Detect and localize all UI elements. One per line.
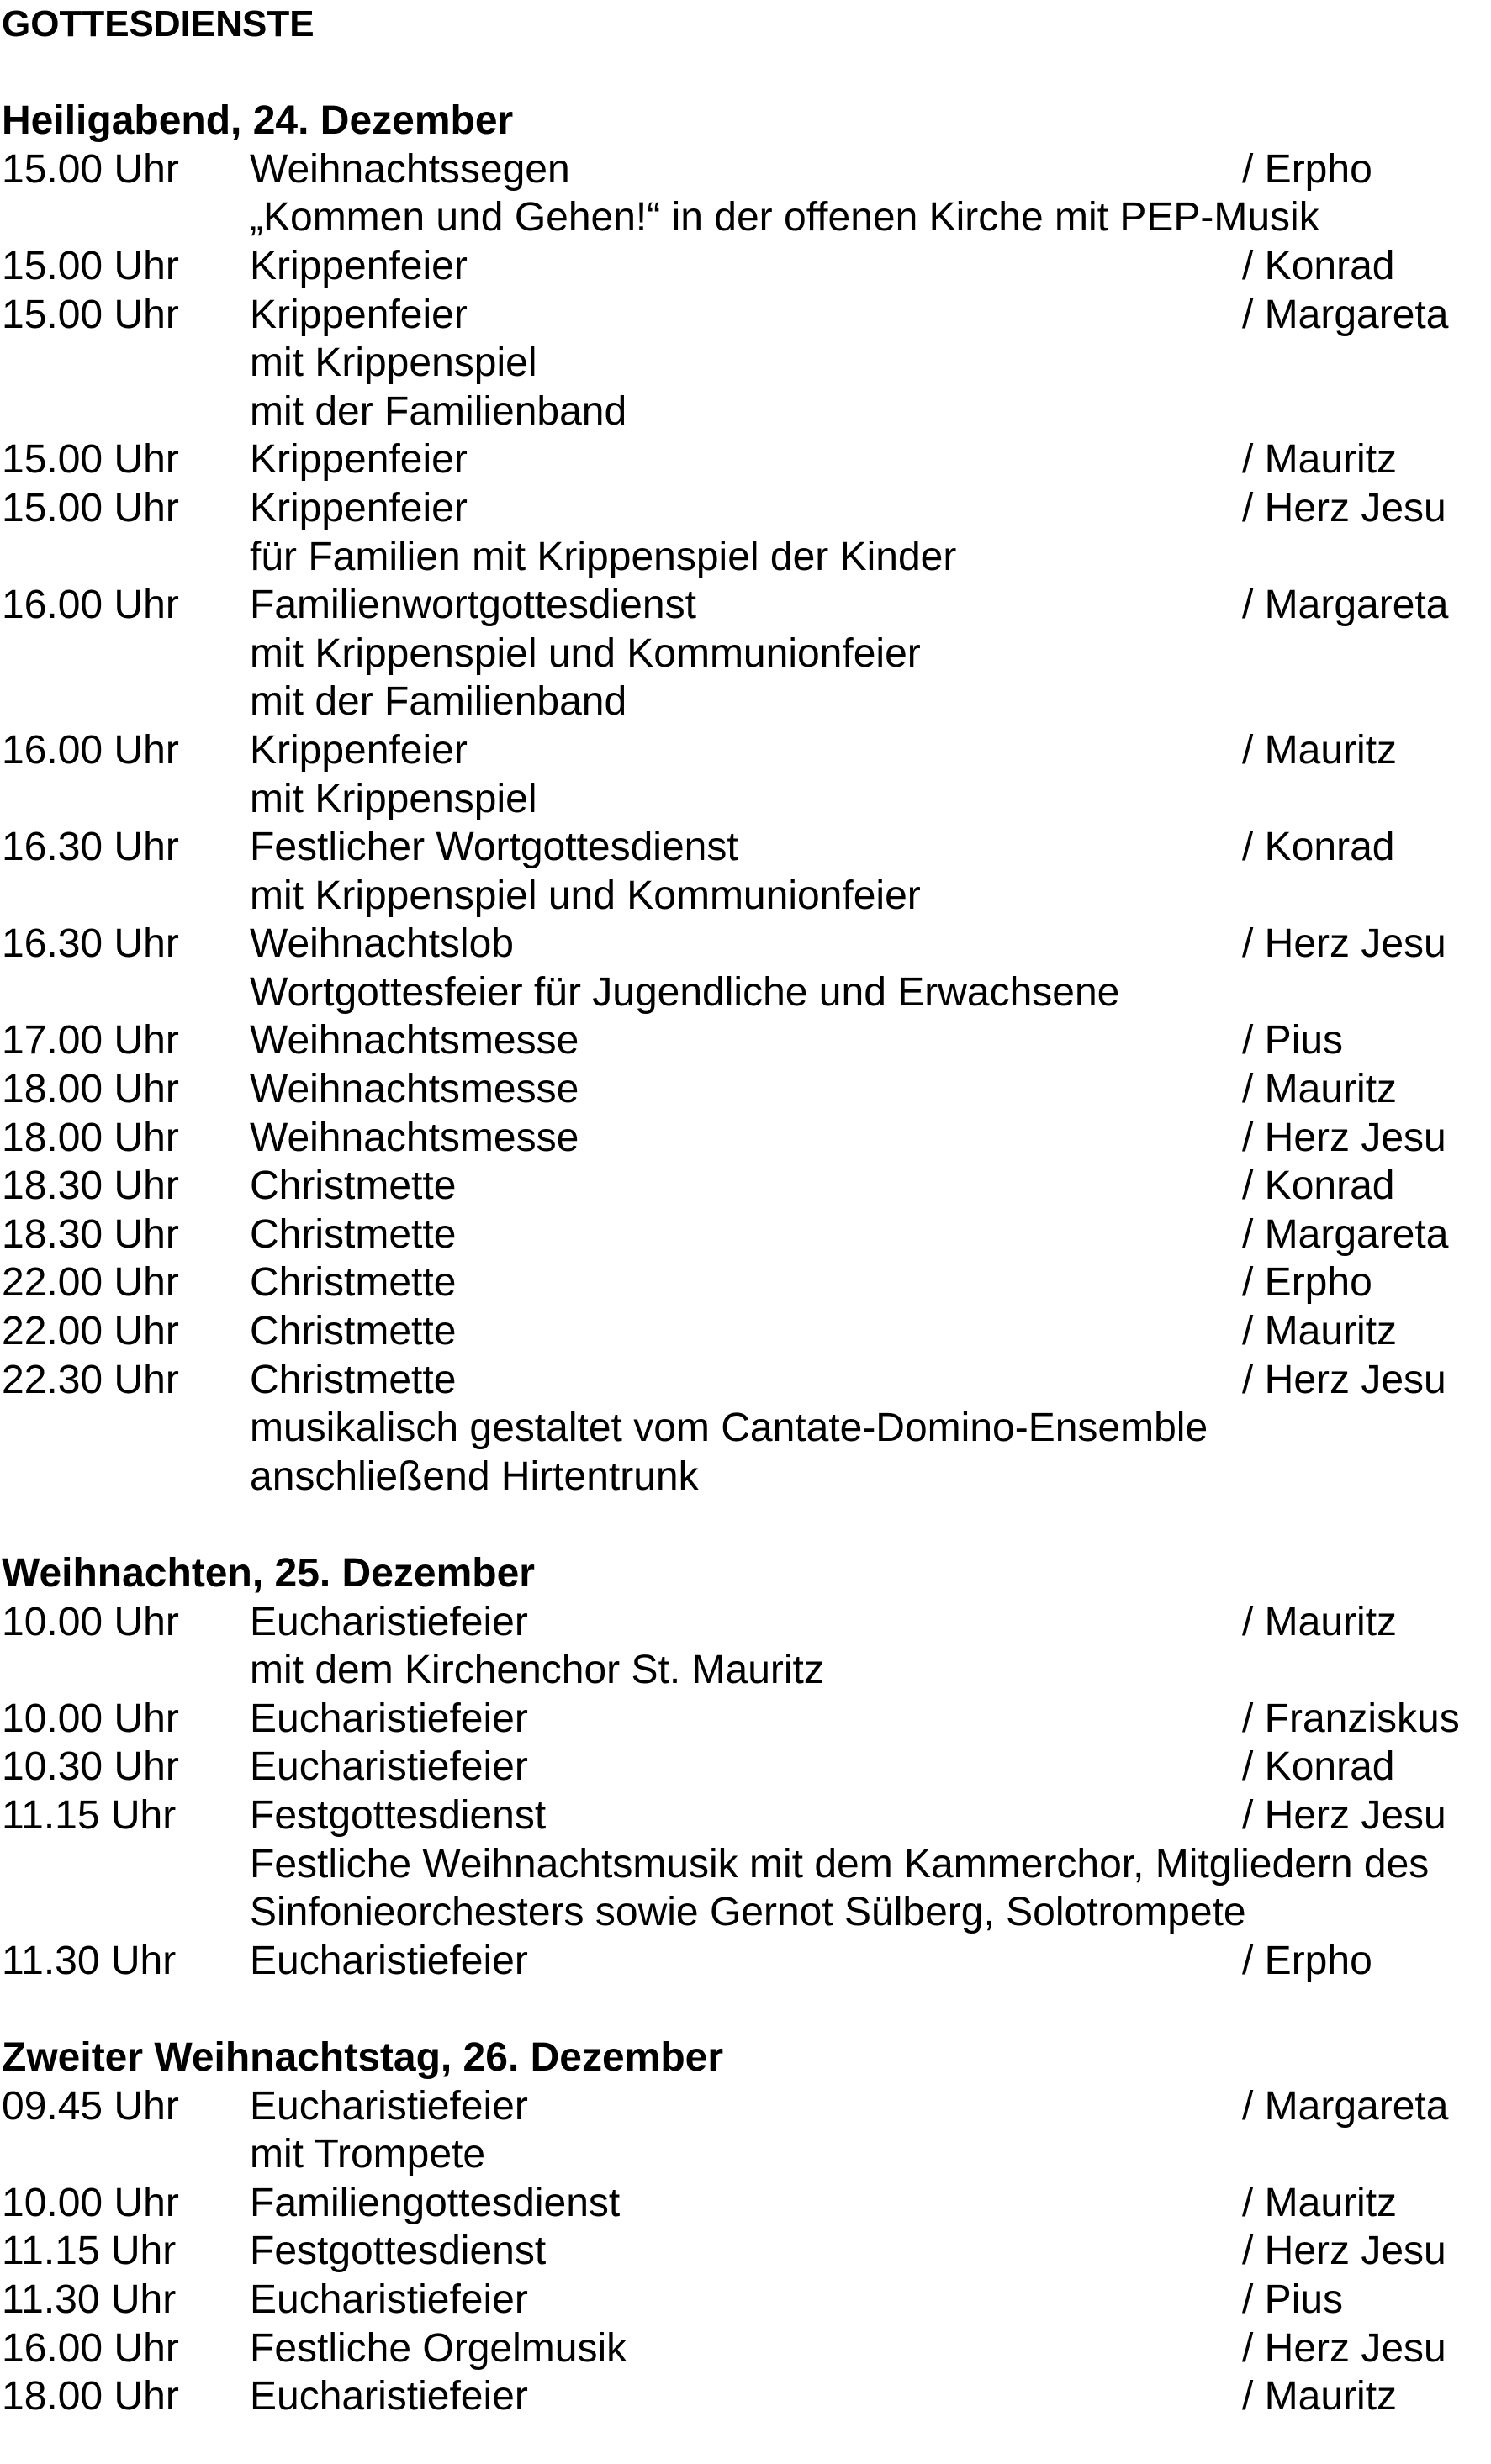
service-entry (2, 2227, 1488, 2276)
service-time: 11.30 Uhr (2, 2277, 177, 2322)
service-entry (2, 2324, 1488, 2373)
service-title: Eucharistiefeier (250, 1744, 528, 1790)
spacer (2, 49, 1488, 98)
service-time: 09.45 Uhr (2, 2083, 179, 2129)
service-time: 18.30 Uhr (2, 1163, 179, 1209)
service-line (2, 726, 1488, 775)
service-entry (2, 1598, 1488, 1695)
service-time: 22.00 Uhr (2, 1260, 179, 1306)
service-time: 11.15 Uhr (2, 2229, 177, 2274)
service-title: Eucharistiefeier (250, 1599, 528, 1644)
service-line (2, 2372, 1488, 2421)
service-note: anschließend Hirtentrunk (250, 1454, 699, 1499)
service-line (2, 2179, 1488, 2228)
service-entry (2, 145, 1488, 242)
service-title: Weihnachtssegen (250, 146, 570, 192)
service-note: für Familien mit Krippenspiel der Kinder (250, 534, 957, 579)
service-note-line (2, 1646, 1488, 1695)
service-note-line (2, 2130, 1488, 2179)
section-heading: Weihnachten, 25. Dezember (2, 1551, 535, 1596)
service-entry (2, 1258, 1488, 1307)
document-page (2, 0, 1488, 2421)
service-time: 15.00 Uhr (2, 437, 179, 483)
service-location: / Erpho (1242, 1260, 1372, 1306)
service-location: / Mauritz (1242, 1599, 1398, 1644)
service-entry (2, 2276, 1488, 2324)
service-note-line (2, 339, 1488, 388)
section-spacer (2, 1501, 1488, 1549)
service-entry (2, 2179, 1488, 2228)
service-line (2, 242, 1488, 291)
service-entry (2, 435, 1488, 484)
service-time: 10.00 Uhr (2, 1599, 179, 1644)
service-title: Festgottesdienst (250, 1792, 547, 1838)
service-title: Krippenfeier (250, 243, 468, 288)
service-title: Festliche Orgelmusik (250, 2325, 627, 2371)
service-title: Familienwortgottesdienst (250, 583, 696, 628)
service-time: 22.30 Uhr (2, 1357, 179, 1402)
service-line (2, 1307, 1488, 1356)
service-time: 22.00 Uhr (2, 1309, 179, 1354)
service-time: 10.00 Uhr (2, 1696, 179, 1741)
service-location: / Erpho (1242, 1938, 1372, 1983)
service-line (2, 1258, 1488, 1307)
service-note: mit Krippenspiel (250, 340, 537, 386)
service-note: mit der Familienband (250, 388, 627, 434)
service-location: / Konrad (1242, 243, 1395, 288)
service-note: „Kommen und Gehen!“ in der offenen Kirche mit PEP-Musik (250, 195, 1319, 240)
service-note-line (2, 1888, 1488, 1937)
service-line (2, 2276, 1488, 2324)
service-entry (2, 726, 1488, 823)
service-location: / Erpho (1242, 146, 1372, 192)
service-note: mit Trompete (250, 2132, 486, 2177)
service-note-line (2, 533, 1488, 582)
service-line (2, 1016, 1488, 1065)
service-entry (2, 1743, 1488, 1791)
service-note-line (2, 775, 1488, 824)
service-line (2, 1791, 1488, 1840)
schedule-sections (2, 97, 1488, 2421)
service-location: / Margareta (1242, 292, 1449, 337)
service-entry (2, 823, 1488, 920)
service-location: / Herz Jesu (1242, 2325, 1446, 2371)
service-time: 15.00 Uhr (2, 485, 179, 530)
service-line (2, 2324, 1488, 2373)
service-time: 16.30 Uhr (2, 825, 179, 870)
service-title: Krippenfeier (250, 485, 468, 530)
service-entry (2, 484, 1488, 581)
service-note-line (2, 1404, 1488, 1453)
service-title: Festlicher Wortgottesdienst (250, 825, 738, 870)
service-note-line (2, 968, 1488, 1017)
service-title: Eucharistiefeier (250, 1696, 528, 1741)
service-note: mit Krippenspiel und Kommunionfeier (250, 873, 921, 918)
service-line (2, 145, 1488, 194)
service-title: Eucharistiefeier (250, 1938, 528, 1983)
service-title: Weihnachtsmesse (250, 1115, 579, 1160)
service-title: Festgottesdienst (250, 2229, 547, 2274)
service-entry (2, 2082, 1488, 2179)
service-location: / Pius (1242, 2277, 1344, 2322)
service-note-line (2, 388, 1488, 436)
service-title: Weihnachtslob (250, 921, 514, 967)
service-note: Festliche Weihnachtsmusik mit dem Kammerchor, Mitgliedern des (250, 1841, 1430, 1886)
service-entry (2, 1695, 1488, 1744)
service-location: / Mauritz (1242, 2374, 1398, 2419)
section-heading: Heiligabend, 24. Dezember (2, 98, 514, 144)
service-entry (2, 291, 1488, 436)
service-entry (2, 1356, 1488, 1501)
service-line (2, 484, 1488, 533)
service-location: / Mauritz (1242, 1067, 1398, 1112)
service-line (2, 1065, 1488, 1114)
service-title: Weihnachtsmesse (250, 1067, 579, 1112)
service-note-line (2, 193, 1488, 242)
service-time: 10.30 Uhr (2, 1744, 179, 1790)
service-entry (2, 920, 1488, 1016)
service-time: 16.30 Uhr (2, 921, 179, 967)
service-note-line (2, 872, 1488, 921)
service-entry (2, 1937, 1488, 1986)
service-location: / Konrad (1242, 1744, 1395, 1790)
service-note-line (2, 1453, 1488, 1501)
service-location: / Margareta (1242, 2083, 1449, 2129)
service-entry (2, 1065, 1488, 1114)
section-spacer (2, 1985, 1488, 2034)
service-note-line (2, 1840, 1488, 1889)
service-line (2, 1211, 1488, 1259)
service-line (2, 1743, 1488, 1791)
service-entry (2, 242, 1488, 291)
service-time: 15.00 Uhr (2, 146, 179, 192)
service-entry (2, 1016, 1488, 1065)
service-title: Christmette (250, 1309, 457, 1354)
service-title: Eucharistiefeier (250, 2083, 528, 2129)
service-line (2, 1114, 1488, 1163)
service-location: / Herz Jesu (1242, 485, 1446, 530)
service-note-line (2, 630, 1488, 678)
service-title: Christmette (250, 1211, 457, 1257)
service-location: / Pius (1242, 1018, 1344, 1063)
service-title: Christmette (250, 1163, 457, 1209)
service-location: / Franziskus (1242, 1696, 1460, 1741)
service-line (2, 1695, 1488, 1744)
service-line (2, 1598, 1488, 1647)
service-line (2, 1937, 1488, 1986)
service-note: Sinfonieorchesters sowie Gernot Sülberg, Solotrompete (250, 1890, 1246, 1935)
service-location: / Herz Jesu (1242, 2229, 1446, 2274)
service-time: 18.00 Uhr (2, 1115, 179, 1160)
service-line (2, 823, 1488, 872)
service-time: 10.00 Uhr (2, 2180, 179, 2225)
service-title: Christmette (250, 1357, 457, 1402)
service-line (2, 1162, 1488, 1211)
service-title: Eucharistiefeier (250, 2374, 528, 2419)
service-time: 18.30 Uhr (2, 1211, 179, 1257)
service-title: Krippenfeier (250, 727, 468, 773)
service-entry (2, 1211, 1488, 1259)
service-location: / Herz Jesu (1242, 1115, 1446, 1160)
service-note: mit der Familienband (250, 679, 627, 725)
service-location: / Herz Jesu (1242, 921, 1446, 967)
schedule-section (2, 97, 1488, 1501)
service-time: 15.00 Uhr (2, 292, 179, 337)
service-line (2, 2082, 1488, 2131)
service-note: mit dem Kirchenchor St. Mauritz (250, 1648, 824, 1693)
service-note-line (2, 678, 1488, 726)
schedule-section (2, 1549, 1488, 1985)
service-title: Eucharistiefeier (250, 2277, 528, 2322)
service-time: 18.00 Uhr (2, 2374, 179, 2419)
service-title: Krippenfeier (250, 437, 468, 483)
section-heading: Zweiter Weihnachtstag, 26. Dezember (2, 2034, 724, 2080)
service-location: / Mauritz (1242, 2180, 1398, 2225)
service-title: Krippenfeier (250, 292, 468, 337)
service-time: 15.00 Uhr (2, 243, 179, 288)
service-location: / Konrad (1242, 825, 1395, 870)
service-entry (2, 1791, 1488, 1937)
service-location: / Herz Jesu (1242, 1357, 1446, 1402)
service-location: / Mauritz (1242, 727, 1398, 773)
service-time: 11.30 Uhr (2, 1938, 177, 1983)
service-entry (2, 1162, 1488, 1211)
service-line (2, 1356, 1488, 1405)
service-location: / Margareta (1242, 583, 1449, 628)
service-location: / Konrad (1242, 1163, 1395, 1209)
service-line (2, 291, 1488, 340)
service-time: 18.00 Uhr (2, 1067, 179, 1112)
service-time: 16.00 Uhr (2, 583, 179, 628)
service-note: mit Krippenspiel und Kommunionfeier (250, 631, 921, 676)
service-location: / Mauritz (1242, 437, 1398, 483)
service-location: / Margareta (1242, 1211, 1449, 1257)
service-line (2, 2227, 1488, 2276)
service-title: Weihnachtsmesse (250, 1018, 579, 1063)
service-entry (2, 581, 1488, 726)
service-line (2, 920, 1488, 968)
service-line (2, 435, 1488, 484)
service-time: 16.00 Uhr (2, 727, 179, 773)
service-location: / Mauritz (1242, 1309, 1398, 1354)
service-entry (2, 2372, 1488, 2421)
service-location: / Herz Jesu (1242, 1792, 1446, 1838)
service-entry (2, 1114, 1488, 1163)
service-entry (2, 1307, 1488, 1356)
service-time: 17.00 Uhr (2, 1018, 179, 1063)
service-note: mit Krippenspiel (250, 776, 537, 821)
service-note: musikalisch gestaltet vom Cantate-Domino-Ensemble (250, 1406, 1208, 1451)
service-title: Christmette (250, 1260, 457, 1306)
page-title: GOTTESDIENSTE (2, 3, 315, 45)
schedule-section (2, 2034, 1488, 2421)
service-time: 16.00 Uhr (2, 2325, 179, 2371)
service-title: Familiengottesdienst (250, 2180, 621, 2225)
service-note: Wortgottesfeier für Jugendliche und Erwachsene (250, 969, 1120, 1015)
service-line (2, 581, 1488, 630)
service-time: 11.15 Uhr (2, 1792, 177, 1838)
